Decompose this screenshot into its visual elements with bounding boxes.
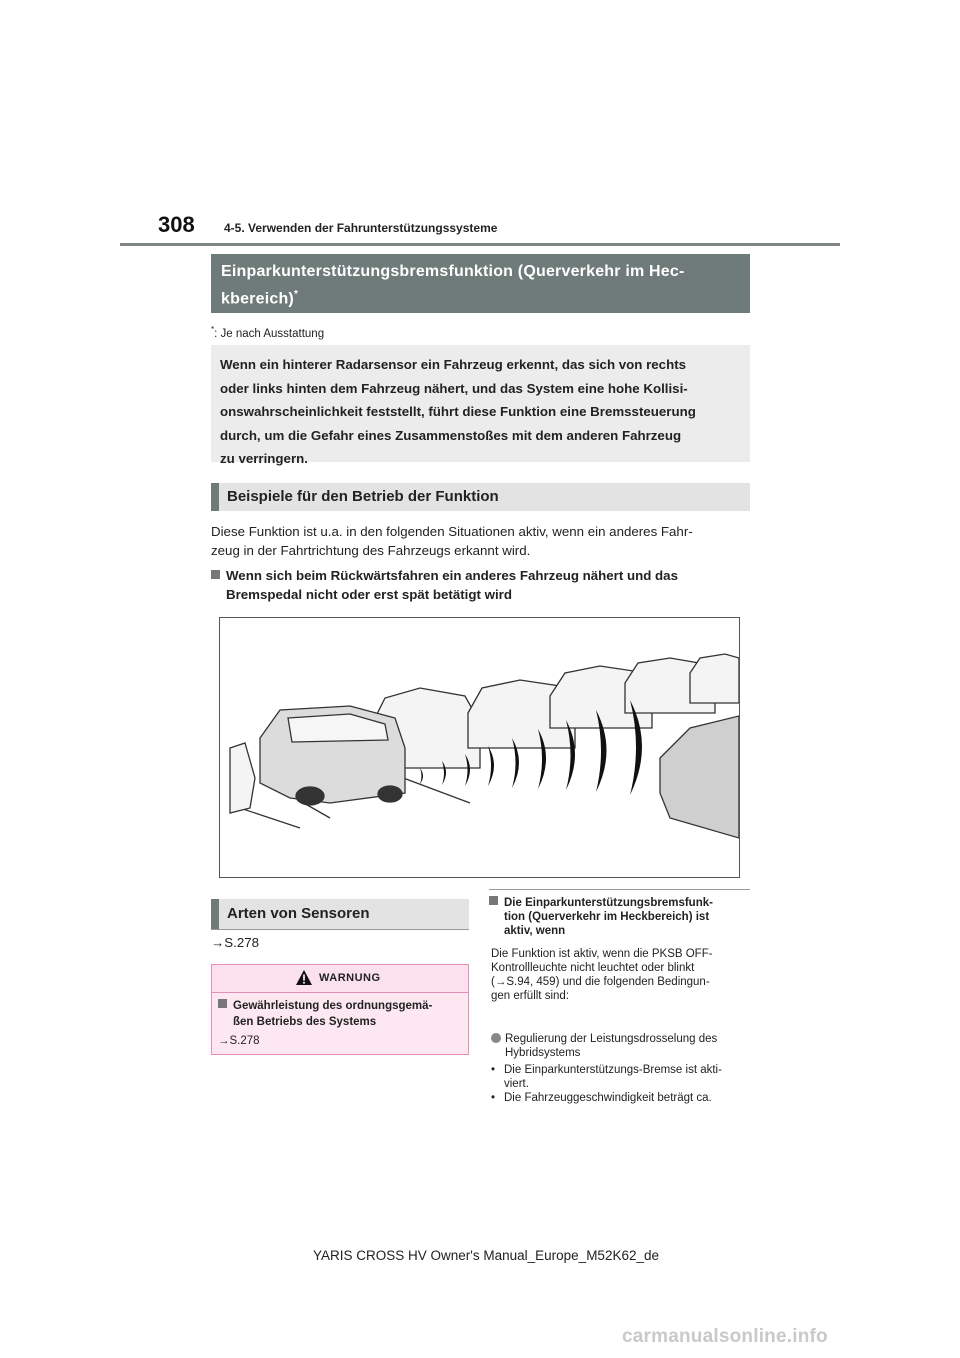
intro-box (211, 345, 750, 466)
warning-header (212, 965, 468, 993)
side-note-paragraph-line: Kontrollleuchte nicht leuchtet oder blinkt (491, 962, 695, 974)
side-note-circle-line: Hybridsystems (505, 1047, 581, 1059)
examples-heading: Beispiele für den Betrieb der Funktion (211, 483, 750, 511)
side-note-dash-list (491, 1063, 753, 1105)
section-path: 4-5. Verwenden der Fahrunterstützungssysteme (224, 221, 498, 235)
intro-line: onswahrscheinlichkeit feststellt, führt diese Funktion eine Bremssteuerung (220, 404, 696, 419)
intro-line: oder links hinten dem Fahrzeug nähert, und das System eine hohe Kollisi- (220, 380, 688, 396)
watermark: carmanualsonline.info (622, 1326, 828, 1347)
condition-line: Bremspedal nicht oder erst spät betätigt wird (226, 587, 512, 602)
square-bullet-icon (218, 999, 227, 1008)
warning-box (211, 964, 469, 1055)
warning-triangle-icon (295, 969, 313, 986)
footer-text: YARIS CROSS HV Owner's Manual_Europe_M52K62_de (313, 1248, 659, 1263)
main-heading (211, 254, 750, 313)
main-heading-line1: Einparkunterstützungsbremsfunktion (Querverkehr im Hec- (221, 263, 685, 280)
side-note-title-line: Die Einparkunterstützungsbremsfunk- (504, 897, 713, 909)
examples-paragraph-line: zeug in der Fahrtrichtung des Fahrzeugs erkannt wird. (211, 543, 531, 558)
warning-label: WARNUNG (319, 972, 381, 984)
warning-item-line: Gewährleistung des ordnungsgemä- (233, 1000, 433, 1012)
square-bullet-icon (211, 570, 220, 579)
side-note-circle-line: Regulierung der Leistungsdrosselung des (505, 1033, 718, 1045)
rear-cross-traffic-illustration (220, 618, 739, 877)
main-heading-line2: kbereich) (221, 290, 294, 308)
side-note-circle-item (491, 1032, 753, 1060)
footnote-text: : Je nach Ausstattung (214, 327, 325, 340)
condition-item (211, 566, 751, 604)
list-item (491, 1091, 753, 1105)
side-note-title-line: tion (Querverkehr im Heckbereich) ist (504, 911, 710, 923)
intro-line: durch, um die Gefahr eines Zusammenstoßes mit dem anderen Fahrzeug (220, 427, 682, 443)
sensors-heading: Arten von Sensoren (211, 899, 469, 929)
intro-line: zu verringern. (220, 451, 308, 466)
examples-paragraph (211, 522, 751, 560)
dash-item-line: viert. (504, 1078, 529, 1090)
side-note-title-line: aktiv, wenn (504, 925, 566, 937)
condition-line: Wenn sich beim Rückwärtsfahren ein anderes Fahrzeug nähert und das (226, 568, 678, 583)
illustration-figure (219, 617, 740, 878)
footnote-marker: * (211, 325, 215, 334)
side-note-title (489, 896, 751, 938)
dash-item-line: Die Fahrzeuggeschwindigkeit beträgt ca. (504, 1092, 712, 1104)
dash-item-line: Die Einparkunterstützungs-Bremse ist akti- (504, 1064, 722, 1076)
warning-reference-link[interactable]: →S.278 (218, 1035, 260, 1047)
side-note-paragraph-line: gen erfüllt sind: (491, 990, 569, 1002)
dot-bullet-icon: • (491, 1064, 496, 1076)
main-heading-marker: * (293, 289, 299, 300)
circle-bullet-icon (491, 1033, 501, 1043)
warning-item-line: ßen Betriebs des Systems (233, 1015, 377, 1028)
sensors-rule (211, 929, 469, 930)
side-note-paragraph (491, 947, 753, 1003)
side-note-paragraph-line: Die Funktion ist aktiv, wenn die PKSB OFF- (491, 948, 713, 960)
list-item (491, 1063, 753, 1091)
side-note-rule (489, 889, 750, 890)
square-bullet-icon (489, 896, 498, 905)
intro-line: Wenn ein hinterer Radarsensor ein Fahrzeug erkennt, das sich von rechts (220, 357, 687, 372)
footnote (211, 325, 324, 340)
warning-item (218, 999, 458, 1030)
dot-bullet-icon: • (491, 1092, 496, 1104)
header-rule (120, 243, 840, 246)
page-number: 308 (158, 212, 195, 237)
sensors-reference-link[interactable]: →S.278 (211, 935, 260, 950)
examples-paragraph-line: Diese Funktion ist u.a. in den folgenden Situationen aktiv, wenn ein anderes Fahr- (211, 524, 693, 539)
side-note-paragraph-line: (→S.94, 459) und die folgenden Bedingun- (491, 976, 710, 988)
